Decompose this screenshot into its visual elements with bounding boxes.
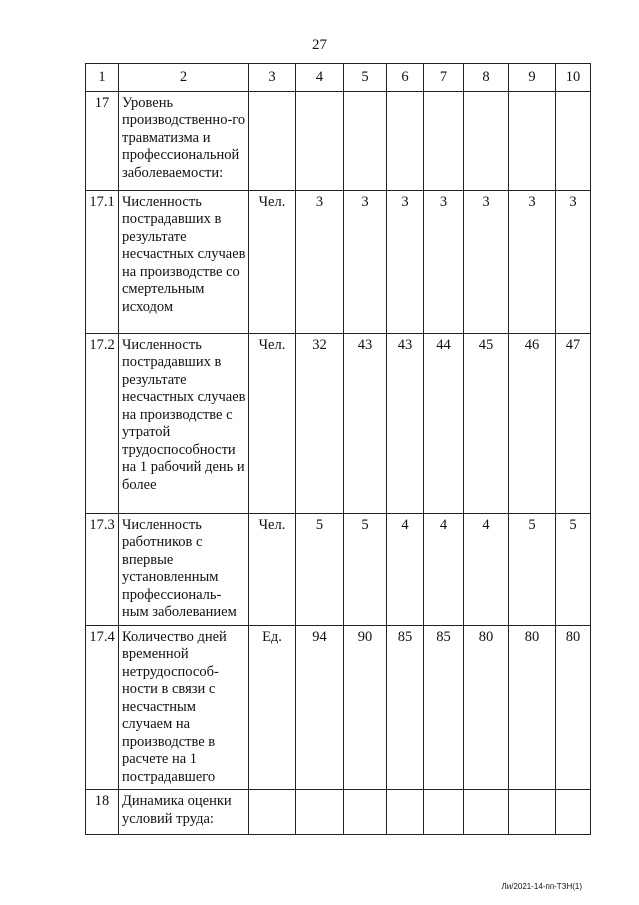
row-value: [344, 790, 387, 835]
row-id: 18: [86, 790, 119, 835]
row-unit: [249, 790, 296, 835]
row-unit: Чел.: [249, 333, 296, 513]
row-value: 3: [556, 190, 591, 333]
table-row: [86, 513, 591, 625]
row-indicator-name: Динамика оценки условий труда:: [119, 790, 249, 835]
column-header: 2: [119, 64, 249, 92]
row-value: 3: [387, 190, 424, 333]
row-value: 3: [464, 190, 509, 333]
row-value: 3: [296, 190, 344, 333]
row-value: 3: [509, 190, 556, 333]
row-value: 80: [556, 625, 591, 790]
row-indicator-name: Количество дней временной нетрудоспособ-ности в связи с несчастным случаем на производстве в расчете на 1 пострадавшего: [119, 625, 249, 790]
column-header: 5: [344, 64, 387, 92]
indicators-table: [85, 63, 591, 835]
row-value: [424, 91, 464, 190]
row-value: [387, 790, 424, 835]
column-header: 9: [509, 64, 556, 92]
row-value: [509, 790, 556, 835]
row-value: 47: [556, 333, 591, 513]
row-value: 4: [387, 513, 424, 625]
row-value: 44: [424, 333, 464, 513]
column-header: 1: [86, 64, 119, 92]
page-number: 27: [312, 37, 327, 53]
row-unit: Чел.: [249, 190, 296, 333]
table-row: [86, 790, 591, 835]
row-value: 80: [509, 625, 556, 790]
row-value: 32: [296, 333, 344, 513]
row-id: 17.1: [86, 190, 119, 333]
table-header-row: [86, 64, 591, 92]
row-indicator-name: Уровень производственно-го травматизма и профессиональной заболеваемости:: [119, 91, 249, 190]
row-value: 46: [509, 333, 556, 513]
row-value: 90: [344, 625, 387, 790]
row-value: 94: [296, 625, 344, 790]
row-value: 45: [464, 333, 509, 513]
document-code: Ли/2021-14-пп-ТЗН(1): [501, 882, 582, 891]
row-value: [387, 91, 424, 190]
row-unit: [249, 91, 296, 190]
row-value: [344, 91, 387, 190]
row-indicator-name: Численность пострадавших в результате несчастных случаев на производстве со смертельным исходом: [119, 190, 249, 333]
row-value: 85: [424, 625, 464, 790]
column-header: 3: [249, 64, 296, 92]
row-value: 43: [387, 333, 424, 513]
column-header: 8: [464, 64, 509, 92]
row-value: 5: [556, 513, 591, 625]
row-value: [556, 790, 591, 835]
row-value: [556, 91, 591, 190]
row-value: [296, 91, 344, 190]
table-row: [86, 91, 591, 190]
row-value: 4: [464, 513, 509, 625]
row-unit: Чел.: [249, 513, 296, 625]
table-row: [86, 333, 591, 513]
row-value: 5: [296, 513, 344, 625]
row-value: [464, 91, 509, 190]
row-id: 17.2: [86, 333, 119, 513]
row-value: 85: [387, 625, 424, 790]
table-row: [86, 190, 591, 333]
row-value: 43: [344, 333, 387, 513]
column-header: 10: [556, 64, 591, 92]
row-value: [296, 790, 344, 835]
column-header: 4: [296, 64, 344, 92]
row-value: 5: [344, 513, 387, 625]
row-id: 17: [86, 91, 119, 190]
row-id: 17.4: [86, 625, 119, 790]
row-value: [509, 91, 556, 190]
column-header: 6: [387, 64, 424, 92]
row-unit: Ед.: [249, 625, 296, 790]
row-value: 3: [424, 190, 464, 333]
row-value: [424, 790, 464, 835]
table-row: [86, 625, 591, 790]
row-value: [464, 790, 509, 835]
row-value: 4: [424, 513, 464, 625]
column-header: 7: [424, 64, 464, 92]
row-indicator-name: Численность пострадавших в результате несчастных случаев на производстве с утратой трудоспособности на 1 рабочий день и более: [119, 333, 249, 513]
row-value: 5: [509, 513, 556, 625]
row-id: 17.3: [86, 513, 119, 625]
row-value: 3: [344, 190, 387, 333]
row-value: 80: [464, 625, 509, 790]
row-indicator-name: Численность работников с впервые установленным профессиональ-ным заболеванием: [119, 513, 249, 625]
